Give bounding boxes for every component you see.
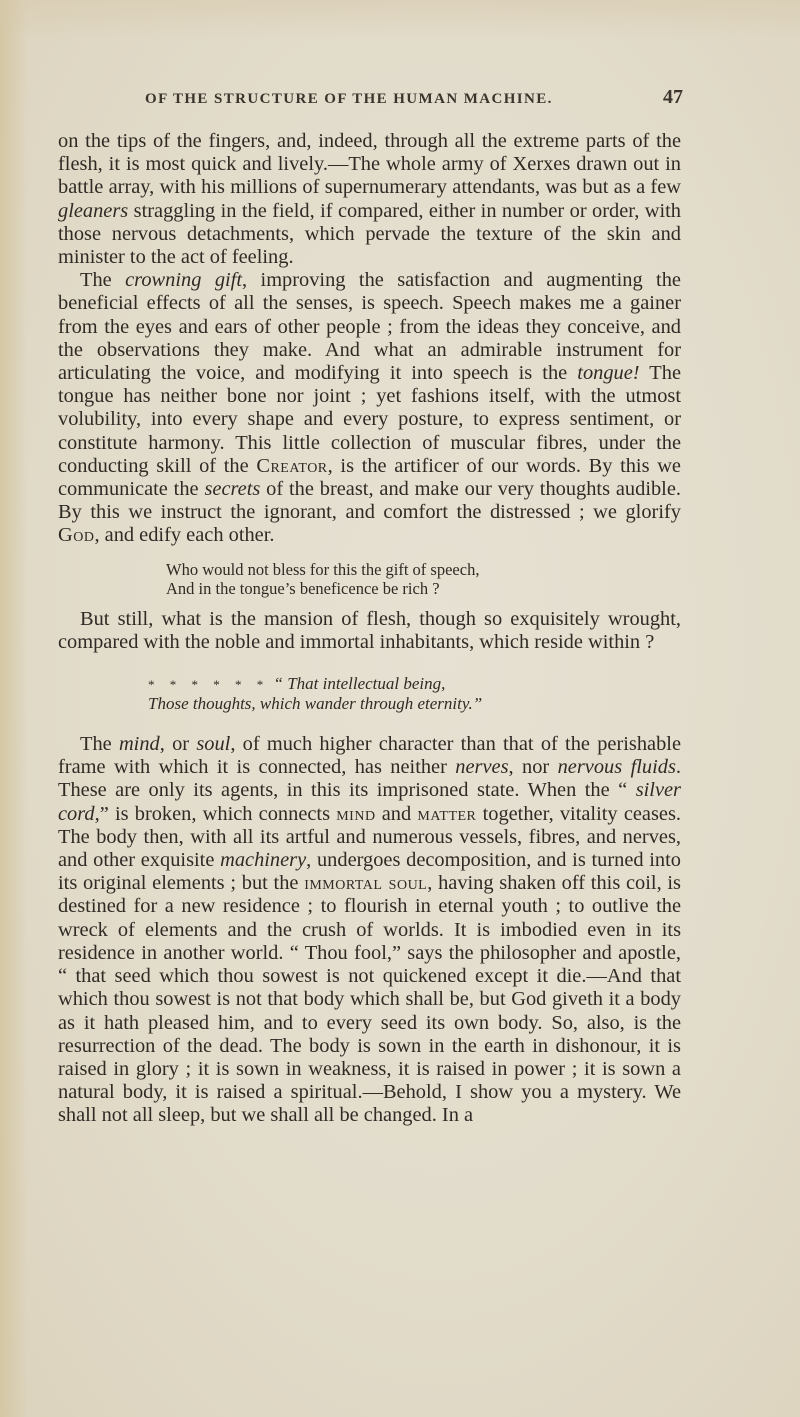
emphasis: machinery — [220, 849, 307, 872]
emphasis: nervous fluids — [557, 756, 676, 779]
emphasis: mind — [118, 733, 160, 756]
small-caps: matter — [417, 802, 477, 825]
running-title: OF THE STRUCTURE OF THE HUMAN MACHINE. — [145, 91, 553, 107]
emphasis: silver cord — [58, 779, 681, 825]
small-caps: Creator — [256, 454, 328, 477]
small-caps: immortal soul — [304, 872, 428, 895]
page-gutter-shadow — [0, 0, 28, 1417]
paragraph-3: But still, what is the mansion of flesh, though so exquisitely wrought, compared with the noble and immortal inhabitants, which reside within ? — [58, 607, 681, 653]
paragraph-1: on the tips of the fingers, and, indeed, through all the extreme parts of the flesh, it is most quick and lively.—The whole army of Xerxes drawn out in battle array, with his millions of supernumerary attendants, was but as a few gleaners straggling in the field, if compared, either in number or order, with those nervous detachments, which pervade the texture of the skin and minister to the act of feeling. — [58, 130, 681, 269]
emphasis: crowning gift — [125, 269, 243, 292]
emphasis: secrets — [204, 478, 261, 501]
running-head — [145, 86, 683, 109]
quote-line-2: Those thoughts, which wander through eternity.” — [148, 694, 483, 714]
paragraph-2: The crowning gift, improving the satisfaction and augmenting the beneficial effects of all the senses, is speech. Speech makes me a gainer from the eyes and ears of other people ; from the ideas they conceive, and the observations they make. And what an admirable instrument for articulating the voice, and modifying it into speech is the tongue! The tongue has neither bone nor joint ; yet fashions itself, with the utmost volubility, into every shape and every posture, to express sentiment, or constitute harmony. This little collection of muscular fibres, under the conducting skill of the Creator, is the artificer of our words. By this we communicate the secrets of the breast, and make our very thoughts audible. By this we instruct the ignorant, and comfort the distressed ; we glorify God, and edify each other. — [58, 269, 681, 547]
small-caps: mind — [336, 802, 376, 825]
quote-line-1 — [148, 674, 681, 694]
poetic-quote — [148, 674, 681, 713]
page-stain — [0, 0, 800, 40]
emphasis: soul — [196, 733, 231, 756]
emphasis: gleaners — [58, 199, 129, 222]
paragraph-4: The mind, or soul, of much higher character than that of the perishable frame with which it is connected, has neither nerves, nor nervous fluids. These are only its agents, in this its imprisoned state. When the “ silver cord,” is broken, which connects mind and matter together, vitality ceases. The body then, with all its artful and numerous vessels, fibres, and nerves, and other exquisite machinery, undergoes decomposition, and is turned into its original elements ; but the immortal soul, having shaken off this coil, is destined for a new residence ; to flourish in eternal youth ; to outlive the wreck of elements and the crush of worlds. It is imbodied even in its residence in another world. “ Thou fool,” says the philosopher and apostle, “ that seed which thou sowest is not quickened except it die.—And that which thou sowest is not that body which shall be, but God giveth it a body as it hath pleased him, and to every seed its own body. So, also, is the resurrection of the dead. The body is sown in the earth in dishonour, it is raised in glory ; it is sown in weakness, it is raised in power ; it is sown a natural body, it is raised a spiritual.—Behold, I show you a mystery. We shall not all sleep, but we shall all be changed. In a — [58, 733, 681, 1127]
quote-text-1: “ That intellectual being, — [273, 674, 446, 694]
ellipsis-stars: * * * * * * — [148, 677, 270, 693]
page-number: 47 — [663, 86, 683, 108]
verse-line-1: Who would not bless for this the gift of speech, — [166, 559, 480, 579]
emphasis: nerves — [455, 756, 509, 779]
verse-quote — [166, 560, 681, 598]
body-text — [58, 130, 681, 1128]
verse-line-2: And in the tongue’s beneficence be rich ? — [166, 578, 440, 598]
emphasis: tongue! — [577, 362, 640, 385]
small-caps: God — [58, 524, 95, 547]
